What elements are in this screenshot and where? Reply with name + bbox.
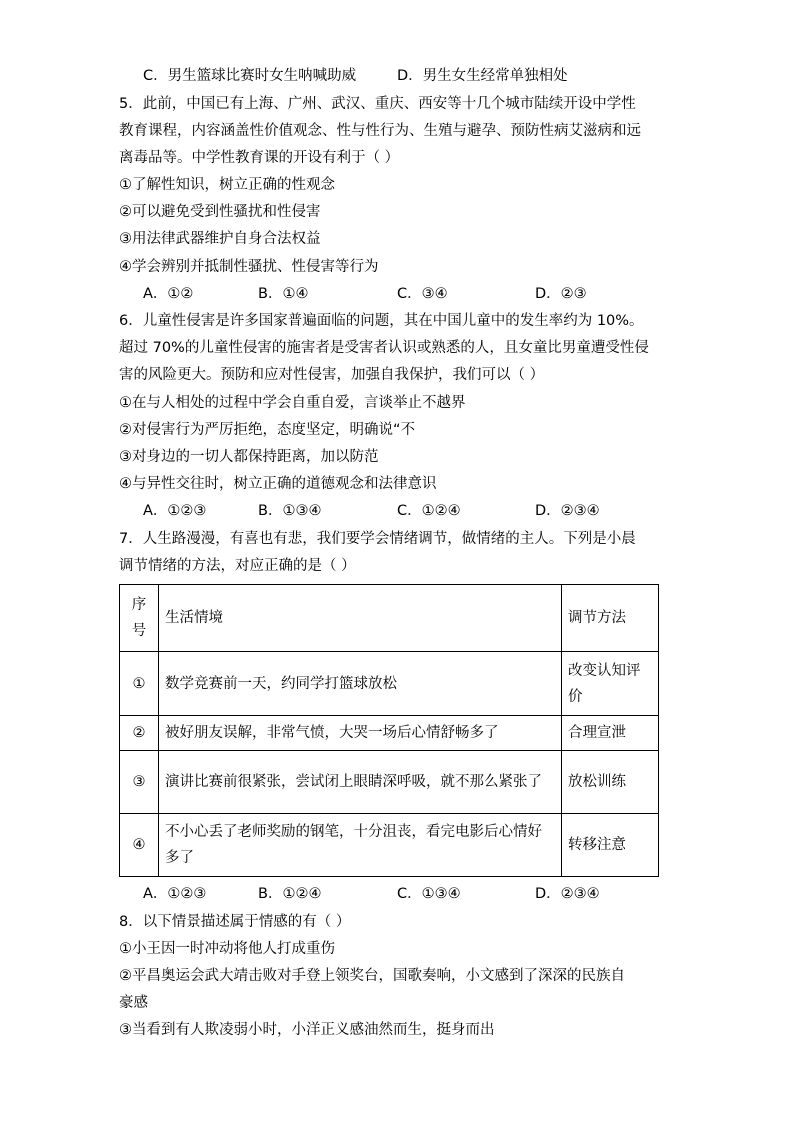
header-method: 调节方法 bbox=[562, 585, 659, 652]
header-number: 序号 bbox=[120, 585, 159, 652]
q7-option-c: C．①③④ bbox=[397, 886, 461, 902]
q5-statement-3: ③用法律武器维护自身合法权益 bbox=[119, 231, 321, 247]
q5-statement-4: ④学会辨别并抵制性骚扰、性侵害等行为 bbox=[119, 259, 379, 275]
table-row bbox=[120, 716, 659, 751]
q7-stem-line2: 调节情绪的方法，对应正确的是（ ） bbox=[119, 558, 356, 574]
q5-stem-line1: 5．此前，中国已有上海、广州、武汉、重庆、西安等十几个城市陆续开设中学性 bbox=[119, 96, 636, 112]
q5-option-d: D．②③ bbox=[535, 286, 587, 302]
table-header-row bbox=[120, 585, 659, 652]
q5-stem-line3: 离毒品等。中学性教育课的开设有利于（ ） bbox=[119, 150, 400, 166]
q6-option-d: D．②③④ bbox=[535, 503, 600, 519]
row-number: ① bbox=[120, 652, 159, 716]
q7-stem-line1: 7．人生路漫漫，有喜也有悲，我们要学会情绪调节，做情绪的主人。下列是小晨 bbox=[119, 531, 636, 547]
table-row bbox=[120, 652, 659, 716]
q6-option-b: B．①③④ bbox=[258, 503, 322, 519]
q6-option-a: A．①②③ bbox=[143, 503, 207, 519]
q4-option-d: D．男生女生经常单独相处 bbox=[397, 68, 568, 84]
q8-statement-3: ③当看到有人欺凌弱小时，小洋正义感油然而生，挺身而出 bbox=[119, 1022, 495, 1038]
row-number: ④ bbox=[120, 814, 159, 877]
row-situation: 演讲比赛前很紧张，尝试闭上眼睛深呼吸，就不那么紧张了 bbox=[159, 751, 562, 814]
row-situation: 被好朋友误解，非常气愤，大哭一场后心情舒畅多了 bbox=[159, 716, 562, 751]
q7-option-a: A．①②③ bbox=[143, 886, 207, 902]
row-method: 放松训练 bbox=[562, 751, 659, 814]
row-number: ③ bbox=[120, 751, 159, 814]
q8-statement-2-line1: ②平昌奥运会武大靖击败对手登上领奖台，国歌奏响，小文感到了深深的民族自 bbox=[119, 968, 625, 984]
q5-statement-1: ①了解性知识，树立正确的性观念 bbox=[119, 177, 335, 193]
q6-statement-4: ④与异性交往时，树立正确的道德观念和法律意识 bbox=[119, 476, 437, 492]
header-situation: 生活情境 bbox=[159, 585, 562, 652]
row-number: ② bbox=[120, 716, 159, 751]
row-situation: 不小心丢了老师奖励的钢笔，十分沮丧，看完电影后心情好多了 bbox=[159, 814, 562, 877]
q8-statement-1: ①小王因一时冲动将他人打成重伤 bbox=[119, 941, 335, 957]
q7-option-b: B．①②④ bbox=[258, 886, 322, 902]
q4-option-c: C．男生篮球比赛时女生呐喊助威 bbox=[143, 68, 357, 84]
emotion-regulation-table bbox=[119, 584, 659, 877]
table-row bbox=[120, 751, 659, 814]
q7-option-d: D．②③④ bbox=[535, 886, 600, 902]
row-method: 改变认知评价 bbox=[562, 652, 659, 716]
q6-stem-line1: 6．儿童性侵害是许多国家普遍面临的问题，其在中国儿童中的发生率约为 10%。 bbox=[119, 313, 644, 329]
q8-stem: 8．以下情景描述属于情感的有（ ） bbox=[119, 914, 351, 930]
q6-statement-3: ③对身边的一切人都保持距离，加以防范 bbox=[119, 449, 379, 465]
q6-option-c: C．①②④ bbox=[397, 503, 461, 519]
q6-statement-1: ①在与人相处的过程中学会自重自爱，言谈举止不越界 bbox=[119, 395, 466, 411]
q8-statement-2-line2: 豪感 bbox=[119, 995, 148, 1011]
row-situation: 数学竞赛前一天，约同学打篮球放松 bbox=[159, 652, 562, 716]
q6-stem-line3: 害的风险更大。预防和应对性侵害，加强自我保护，我们可以（ ） bbox=[119, 367, 545, 383]
q5-option-c: C．③④ bbox=[397, 286, 448, 302]
q5-statement-2: ②可以避免受到性骚扰和性侵害 bbox=[119, 204, 321, 220]
q6-statement-2: ②对侵害行为严厉拒绝，态度坚定，明确说“不 bbox=[119, 422, 416, 438]
table-row bbox=[120, 814, 659, 877]
q5-option-b: B．①④ bbox=[258, 286, 309, 302]
q5-option-a: A．①② bbox=[143, 286, 194, 302]
row-method: 合理宣泄 bbox=[562, 716, 659, 751]
q5-stem-line2: 教育课程，内容涵盖性价值观念、性与性行为、生殖与避孕、预防性病艾滋病和远 bbox=[119, 123, 641, 139]
q6-stem-line2: 超过 70%的儿童性侵害的施害者是受害者认识或熟悉的人，且女童比男童遭受性侵 bbox=[119, 340, 649, 356]
row-method: 转移注意 bbox=[562, 814, 659, 877]
